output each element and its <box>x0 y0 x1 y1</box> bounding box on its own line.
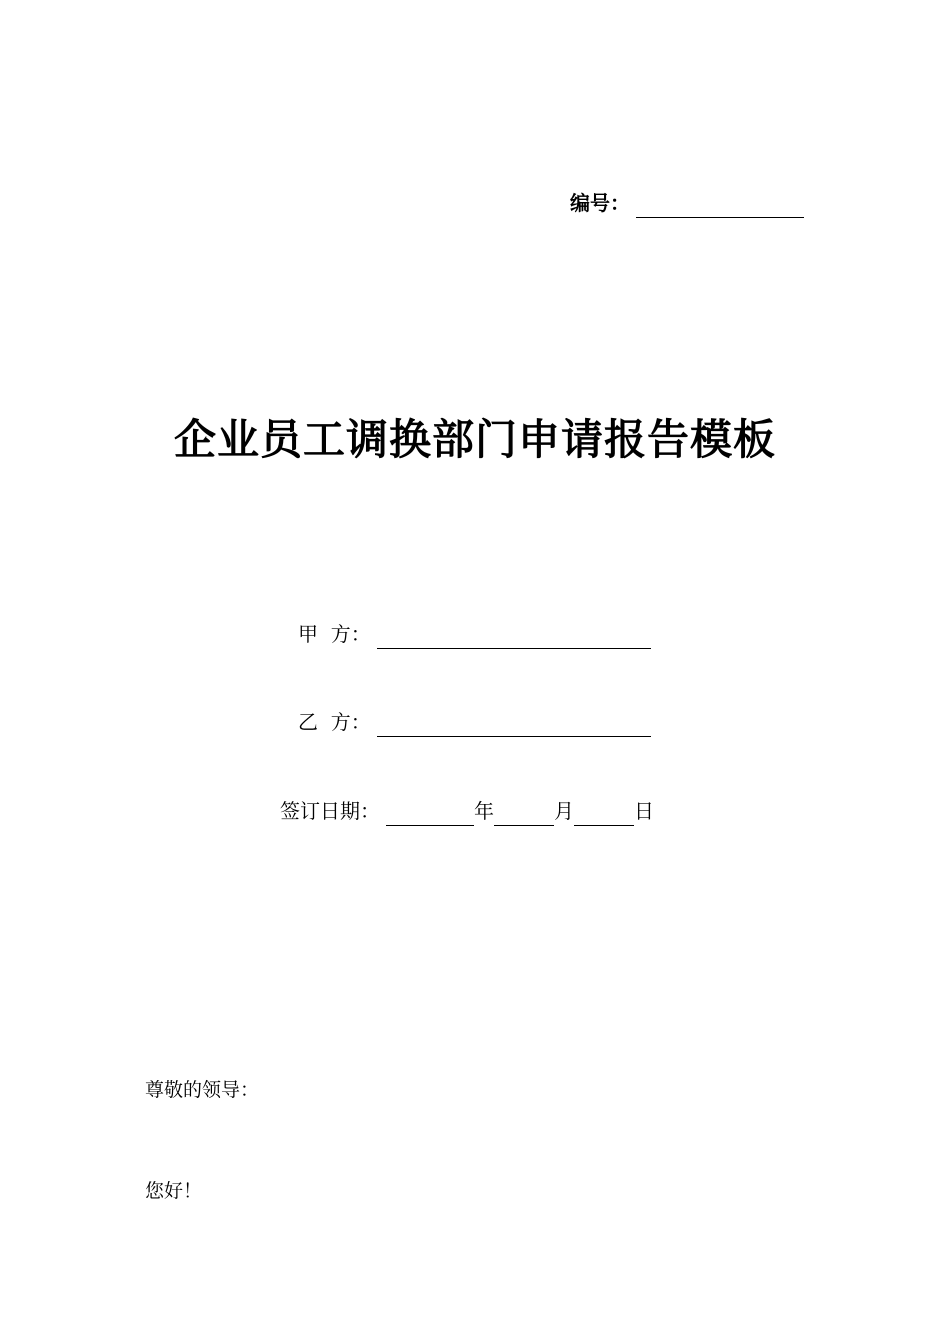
year-label: 年 <box>474 799 494 823</box>
party-b-label: 乙 方： <box>298 710 371 734</box>
day-blank[interactable] <box>574 803 634 826</box>
serial-number-label: 编号： <box>570 191 630 215</box>
signing-date <box>280 796 654 826</box>
party-a <box>298 619 651 649</box>
letter-greeting: 您好！ <box>145 1180 203 1202</box>
party-a-label: 甲 方： <box>298 622 371 646</box>
serial-number-blank[interactable] <box>636 195 804 218</box>
party-b-blank[interactable] <box>377 714 651 737</box>
document-title: 企业员工调换部门申请报告模板 <box>173 415 776 464</box>
year-blank[interactable] <box>386 803 474 826</box>
serial-number <box>570 188 804 218</box>
signing-date-label: 签订日期： <box>280 799 380 823</box>
month-blank[interactable] <box>494 803 554 826</box>
month-label: 月 <box>554 799 574 823</box>
day-label: 日 <box>634 799 654 823</box>
letter-salutation: 尊敬的领导： <box>145 1079 260 1101</box>
party-a-blank[interactable] <box>377 626 651 649</box>
party-b <box>298 707 651 737</box>
